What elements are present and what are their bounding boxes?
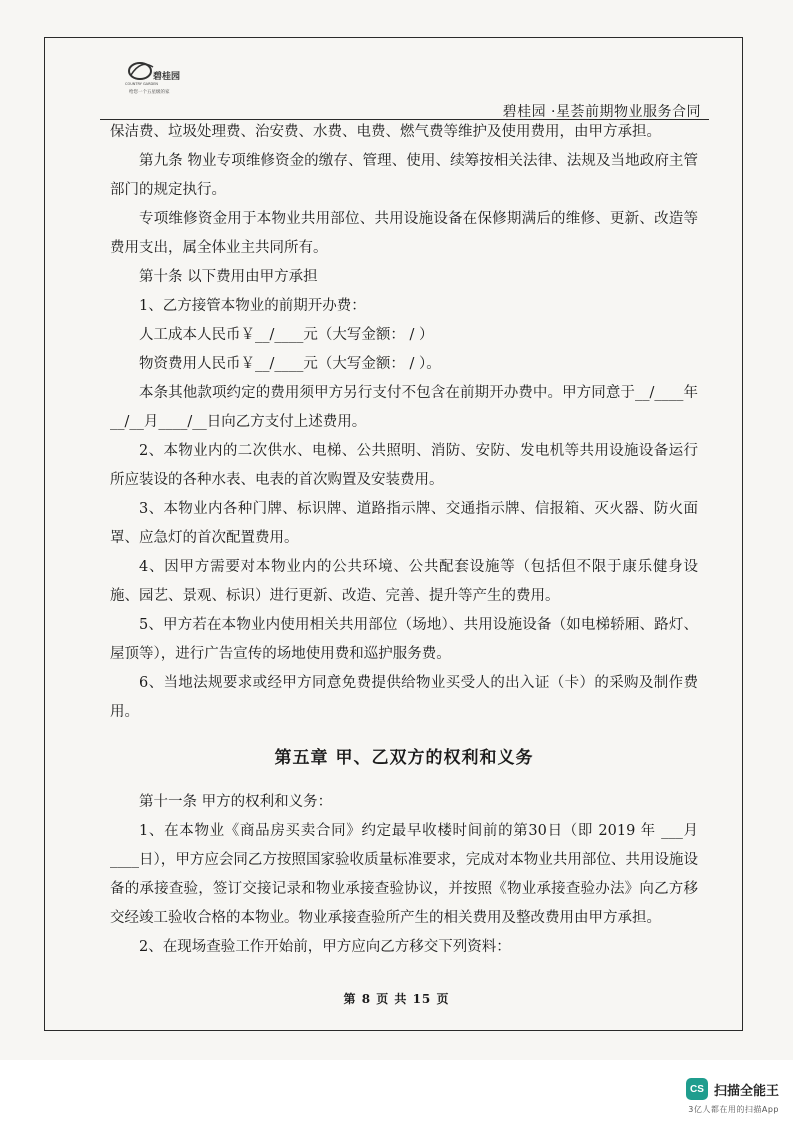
- chapter-5-title: 第五章 甲、乙双方的权利和义务: [274, 748, 534, 768]
- scanner-badge: [686, 1078, 779, 1100]
- scanner-tagline: 3亿人都在用的扫描App: [688, 1105, 779, 1114]
- article-11-item-1: 1、在本物业《商品房买卖合同》约定最早收楼时间前的第30日（即 2019 年 ___月____日），甲方应会同乙方按照国家验收质量标准要求，完成对本物业共用部位、共用设施设备的承接查验，签订交接记录和物业承接查验协议，并按照《物业承接查验办法》向乙方移交经竣工验收合格的本物业。物业承接查验所产生的相关费用及整改费用由甲方承担。: [110, 823, 698, 926]
- materials-cost-line: 物资费用人民币￥__/____元（大写金额： / ）。: [139, 356, 441, 372]
- list-item-1: 1、乙方接管本物业的前期开办费：: [139, 298, 366, 314]
- article-11-item-2: 2、在现场查验工作开始前，甲方应向乙方移交下列资料：: [139, 939, 511, 955]
- logo-brand: 碧桂园: [153, 72, 181, 82]
- payment-date-paragraph: 本条其他款项约定的费用须甲方另行支付不包含在前期开办费中。甲方同意于__/____年__/__月____/__日向乙方支付上述费用。: [110, 385, 698, 430]
- logo-small-text: COUNTRY GARDEN: [125, 82, 159, 86]
- contract-header-title: 碧桂园 ·星荟前期物业服务合同: [502, 104, 701, 120]
- article-10-heading: 第十条 以下费用由甲方承担: [139, 269, 318, 285]
- scanner-footer: [0, 1060, 793, 1122]
- article-11-heading: 第十一条 甲方的权利和义务：: [139, 794, 333, 810]
- camscanner-icon: CS: [686, 1078, 708, 1100]
- logo-mark-icon: [123, 55, 193, 97]
- scanner-app-name: 扫描全能王: [713, 1083, 779, 1099]
- paragraph-continued: 保洁费、垃圾处理费、治安费、水费、电费、燃气费等维护及使用费用，由甲方承担。: [110, 124, 661, 140]
- list-item-5: 5、甲方若在本物业内使用相关共用部位（场地）、共用设施设备（如电梯轿厢、路灯、屋顶等），进行广告宣传的场地使用费和巡护服务费。: [110, 617, 698, 662]
- company-logo: [123, 55, 193, 97]
- page-number: 第 8 页 共 15 页: [343, 992, 450, 1006]
- list-item-6: 6、当地法规要求或经甲方同意免费提供给物业买受人的出入证（卡）的采购及制作费用。: [110, 675, 698, 720]
- list-item-3: 3、本物业内各种门牌、标识牌、道路指示牌、交通指示牌、信报箱、灭火器、防火面罩、应急灯的首次配置费用。: [110, 501, 698, 546]
- document-body: [110, 118, 698, 962]
- logo-slogan: 给您一个五星级的家: [129, 90, 170, 95]
- list-item-4: 4、因甲方需要对本物业内的公共环境、公共配套设施等（包括但不限于康乐健身设施、园艺、景观、标识）进行更新、改造、完善、提升等产生的费用。: [110, 559, 698, 604]
- labor-cost-line: 人工成本人民币￥__/____元（大写金额： / ）: [139, 327, 434, 343]
- article-9: 第九条 物业专项维修资金的缴存、管理、使用、续筹按相关法律、法规及当地政府主管部门的规定执行。: [110, 153, 698, 198]
- list-item-2: 2、本物业内的二次供水、电梯、公共照明、消防、安防、发电机等共用设施设备运行所应装设的各种水表、电表的首次购置及安装费用。: [110, 443, 698, 488]
- paragraph-maintenance-fund: 专项维修资金用于本物业共用部位、共用设施设备在保修期满后的维修、更新、改造等费用支出，属全体业主共同所有。: [110, 211, 698, 256]
